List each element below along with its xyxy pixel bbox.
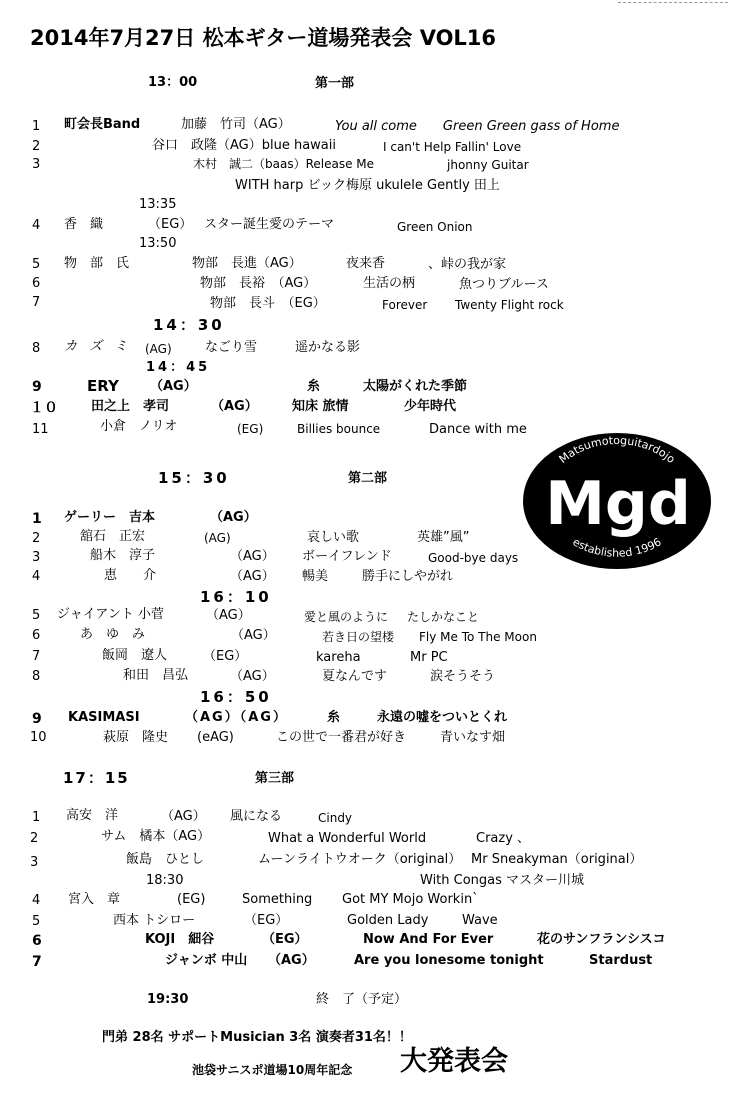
performer-detail: （AG）	[230, 669, 275, 684]
part1-time: 13：00	[148, 75, 198, 90]
performer-name: あ ゆ み	[80, 627, 146, 642]
song-title: Fly Me To The Moon	[419, 630, 537, 644]
time-marker: 13:50	[139, 236, 177, 251]
song-title: Cindy	[318, 811, 353, 825]
row-number: 2	[32, 139, 41, 154]
time-marker: 14：45	[146, 360, 211, 375]
row-number: 5	[32, 608, 41, 623]
part3-time: 17：15	[63, 769, 130, 787]
song-title: 糸	[327, 710, 341, 725]
row-number: 7	[32, 954, 42, 970]
song-title: 永遠の嘘をついとくれ	[377, 710, 508, 725]
song-title: 遥かなる影	[295, 340, 361, 355]
song-title: 夜来香	[346, 256, 386, 271]
part1-label: 第一部	[315, 76, 355, 91]
row-number: 2	[32, 531, 41, 546]
song-title: Billies bounce	[297, 422, 381, 436]
performer-detail: （AG）	[230, 569, 275, 584]
performer-name: カ ズ ミ	[64, 339, 132, 354]
song-title: スター誕生愛のテーマ	[204, 217, 335, 232]
performer-name: ERY	[87, 377, 119, 395]
song-title: 、峠の我が家	[428, 257, 507, 272]
performer-name: KASIMASI	[68, 710, 140, 725]
performer-name: 町会長Band	[64, 117, 141, 132]
accompaniment-note: With Congas マスター川城	[420, 873, 585, 888]
performer-detail: （AG）	[150, 379, 197, 394]
song-title: Mr PC	[410, 650, 448, 665]
part2-label: 第二部	[348, 471, 388, 486]
row-number: 1	[32, 810, 41, 825]
song-title: kareha	[316, 650, 361, 665]
performer-detail: （AG）	[210, 510, 257, 525]
row-number: 3	[30, 855, 39, 870]
participant-counts: 門弟 28名 サポートMusician 3名 演奏者31名！！	[102, 1030, 412, 1045]
song-title: 暢美	[302, 569, 329, 584]
time-marker: 16：50	[200, 688, 272, 706]
song-title: Wave	[462, 913, 498, 928]
row-number: 8	[32, 669, 41, 684]
performer-name: ジャンボ 中山	[165, 953, 248, 968]
accompaniment-note: WITH harp ビック梅原 ukulele Gently 田上	[235, 178, 500, 193]
song-title: Twenty Flight rock	[455, 298, 564, 312]
performer-detail: 物部 長裕 （AG）	[200, 276, 317, 291]
row-number: 4	[32, 218, 41, 233]
performer-detail: 物部 長斗 （EG）	[210, 296, 326, 311]
performer-name: 香 織	[64, 217, 104, 232]
performer-name: 木村 誠二（baas）Release Me	[193, 157, 375, 171]
row-number: 1	[32, 119, 41, 134]
part2-time: 15：30	[158, 469, 230, 487]
song-title: 勝手にしやがれ	[362, 569, 454, 584]
end-time: 19:30	[147, 992, 189, 1007]
performer-name: 谷口 政隆（AG）blue hawaii	[152, 138, 336, 153]
row-number: 4	[32, 893, 41, 908]
song-title: 愛と風のように	[304, 610, 389, 624]
time-marker: 18:30	[146, 873, 184, 888]
song-title: 若き日の望楼	[322, 630, 395, 644]
performer-detail: （AG）	[211, 399, 258, 414]
performer-name: 高安 洋	[66, 808, 119, 823]
song-title: 魚つりブルース	[459, 277, 549, 292]
performer-detail: （AG）	[230, 549, 275, 564]
row-number: １０	[30, 400, 58, 416]
time-marker: 13:35	[139, 197, 177, 212]
song-title: Stardust	[589, 953, 653, 968]
logo-bottom-text: established 1996	[570, 535, 664, 560]
performer-name: 飯岡 遼人	[102, 648, 168, 663]
row-number: 6	[32, 933, 42, 949]
song-title: Got MY Mojo Workin`	[342, 892, 479, 907]
song-title: What a Wonderful World	[268, 831, 427, 846]
row-number: 6	[32, 276, 41, 291]
performer-name: 物 部 氏	[64, 256, 130, 271]
performer-name: 船木 淳子	[90, 548, 156, 563]
performer-name: 恵 介	[104, 568, 157, 583]
performer-name: 田之上 孝司	[91, 399, 170, 414]
song-title: Crazy 、	[476, 831, 531, 846]
song-title: Golden Lady	[347, 913, 429, 928]
song-title: 少年時代	[404, 399, 457, 414]
row-number: 2	[30, 831, 39, 846]
song-title: 知床 旅情	[292, 399, 349, 414]
performer-name: ゲーリー 吉本	[64, 510, 156, 525]
song-title: 哀しい歌	[307, 530, 360, 545]
performer-detail: (AG)	[204, 531, 231, 545]
end-label: 終 了（予定）	[316, 992, 408, 1007]
performer-name: 萩原 隆史	[103, 730, 169, 745]
song-title: ボーイフレンド	[302, 549, 392, 564]
row-number: 9	[32, 711, 42, 727]
performer-detail: (eAG)	[197, 730, 234, 745]
performer-name: 和田 昌弘	[123, 668, 189, 683]
performer-detail: 物部 長進（AG）	[192, 256, 302, 271]
mgd-logo	[522, 432, 712, 570]
song-title: 風になる	[230, 809, 283, 824]
song-title: 英雄”風”	[417, 530, 470, 545]
row-number: 5	[32, 914, 41, 929]
song-title: 生活の柄	[363, 276, 416, 291]
logo-top-text: Matsumotoguitardojo	[556, 433, 678, 467]
song-title: Now And For Ever	[363, 932, 494, 947]
row-number: 7	[32, 295, 41, 310]
part3-label: 第三部	[255, 771, 295, 786]
performer-detail: （EG）	[203, 649, 248, 664]
performer-name: ジャイアント 小菅	[57, 607, 164, 622]
performer-name: サム 橘本（AG）	[101, 829, 211, 844]
performer-name: 飯島 ひとし	[126, 852, 205, 867]
performer-detail: (EG)	[237, 422, 264, 436]
song-title: Dance with me	[429, 422, 527, 437]
song-title: ムーンライトウオーク（original）	[258, 852, 462, 867]
top-scan-mark	[618, 2, 728, 3]
time-marker: 16：10	[200, 588, 272, 606]
time-marker: 14：30	[153, 316, 225, 334]
song-title: Mr Sneakyman（original）	[471, 852, 643, 867]
row-number: 3	[32, 157, 41, 172]
performer-detail: (AG)	[145, 342, 172, 356]
performer-name: 西本 トシロー	[113, 913, 196, 928]
performer-detail: （EG）	[148, 217, 193, 232]
performer-detail: （AG）	[161, 809, 206, 824]
performer-detail: （EG）	[244, 913, 289, 928]
performer-detail: （AG）	[268, 953, 315, 968]
song-list: You all come Green Green gass of Home	[335, 119, 620, 134]
performer-detail: （AG）（AG）	[185, 710, 288, 725]
song-title: Something	[242, 892, 313, 907]
song-title: Good-bye days	[428, 551, 519, 565]
row-number: 4	[32, 569, 41, 584]
song-list: I can't Help Fallin' Love	[383, 140, 522, 154]
row-number: 6	[32, 628, 41, 643]
song-title: 太陽がくれた季節	[363, 379, 468, 394]
song-title: Are you lonesome tonight	[354, 953, 544, 968]
song-title: なごり雪	[205, 340, 258, 355]
row-number: 9	[32, 379, 42, 395]
song-title: 花のサンフランシスコ	[537, 932, 666, 947]
row-number: 11	[32, 422, 49, 437]
performer-detail: (EG)	[177, 892, 206, 907]
song-title: 糸	[307, 379, 321, 394]
performer-name: 小倉 ノリオ	[100, 419, 178, 434]
row-number: 8	[32, 341, 41, 356]
event-banner: 大発表会	[400, 1046, 508, 1077]
logo-main-text: Mgd	[545, 469, 691, 539]
performer-name: 宮入 章	[68, 892, 121, 907]
song-title: 涙そうそう	[430, 669, 496, 684]
song-list: jhonny Guitar	[447, 158, 529, 172]
performer-name: 舘石 正宏	[80, 529, 146, 544]
row-number: 10	[30, 730, 47, 745]
song-title: 夏なんです	[322, 669, 388, 684]
song-title: この世で一番君が好き	[276, 730, 407, 745]
row-number: 5	[32, 257, 41, 272]
performer-detail: （AG）	[231, 628, 276, 643]
event-subtitle: 池袋サニスポ道場10周年記念	[192, 1063, 353, 1077]
performer-detail: （EG）	[262, 932, 308, 947]
song-title: Forever	[382, 298, 428, 312]
performer-detail: （AG）	[206, 608, 251, 623]
row-number: 3	[32, 550, 41, 565]
song-title: たしかなこと	[407, 610, 480, 624]
song-title: Green Onion	[397, 220, 473, 234]
song-title: 青いなす畑	[440, 730, 506, 745]
page-title: 2014年7月27日 松本ギター道場発表会 VOL16	[30, 26, 497, 50]
row-number: 7	[32, 649, 41, 664]
performer-detail: 加藤 竹司（AG）	[181, 117, 291, 132]
performer-name: KOJI 細谷	[145, 932, 215, 947]
row-number: 1	[32, 511, 42, 527]
